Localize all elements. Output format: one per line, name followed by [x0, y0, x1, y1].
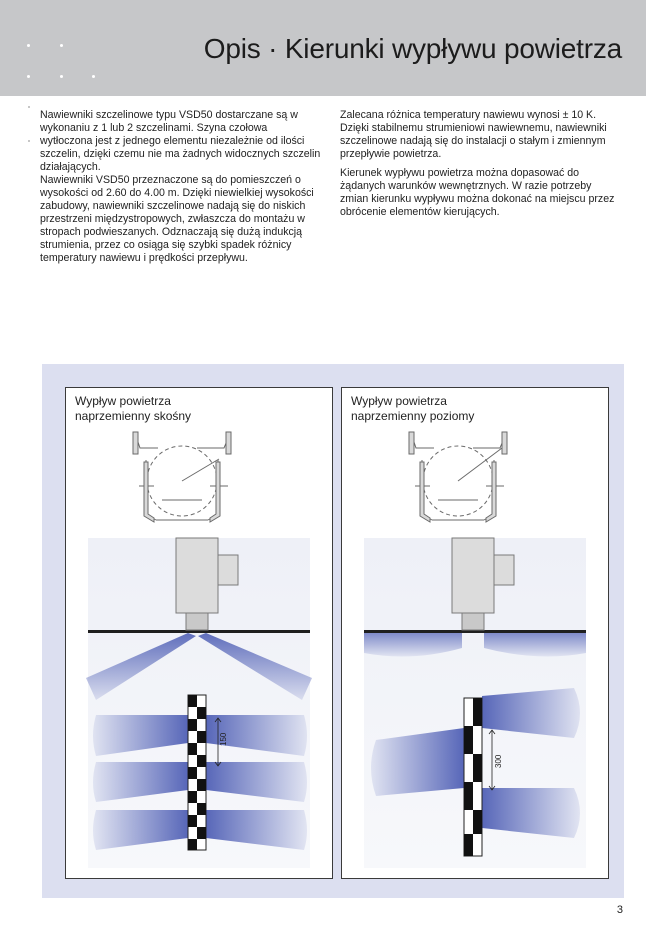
diagram-alternating-horizontal	[341, 387, 609, 879]
paragraph: Nawiewniki szczelinowe typu VSD50 dostarczane są w wykonaniu z 1 lub 2 szczelinami. Szyna czołowa wytłoczona jest z jednego elementu niezależnie od ilości szczelin, dzięki czemu nie ma żadnych widocznych szczelin działających.	[40, 109, 321, 173]
paragraph: Kierunek wypływu powietrza można dopasować do żądanych warunków wewnętrznych. W razie potrzeby zmian kierunku wypływu można dokonać na miejscu przez obrócenie elementów kierujących.	[340, 167, 615, 218]
diagram-title: Wypływ powietrza naprzemienny poziomy	[351, 394, 475, 423]
diffuser-section-illustration	[66, 388, 332, 878]
intro-left-column	[40, 109, 322, 271]
dimension-label: 150	[219, 732, 228, 746]
page-title: Opis · Kierunki wypływu powietrza	[203, 33, 622, 64]
margin-dot	[28, 140, 30, 142]
page-number: 3	[616, 904, 623, 916]
margin-dot	[28, 106, 30, 108]
diagram-alternating-oblique	[65, 387, 333, 879]
page-header	[0, 0, 646, 96]
dimension-label: 300	[494, 754, 503, 768]
diagram-title: Wypływ powietrza naprzemienny skośny	[75, 394, 192, 423]
paragraph: Nawiewniki VSD50 przeznaczone są do pomieszczeń o wysokości od 2.60 do 4.00 m. Dzięki niewielkiej wysokości zabudowy, nawiewniki szczelinowe nadają się do niskich przestrzeni międzystropowych, zwłaszcza do montażu w stropach podwieszanych. Odznaczają się dużą indukcją strumienia, przez co osiąga się szybki spadek różnicy temperatury nawiewu i prędkości przepływu.	[40, 174, 314, 264]
intro-right-column	[340, 109, 620, 225]
diffuser-section-illustration	[342, 388, 608, 878]
paragraph: Zalecana różnica temperatury nawiewu wynosi ± 10 K. Dzięki stabilnemu strumieniowi nawiewnemu, nawiewniki szczelinowe nadają się do instalacji o stałym i zmiennym przepływie powietrza.	[340, 109, 607, 160]
